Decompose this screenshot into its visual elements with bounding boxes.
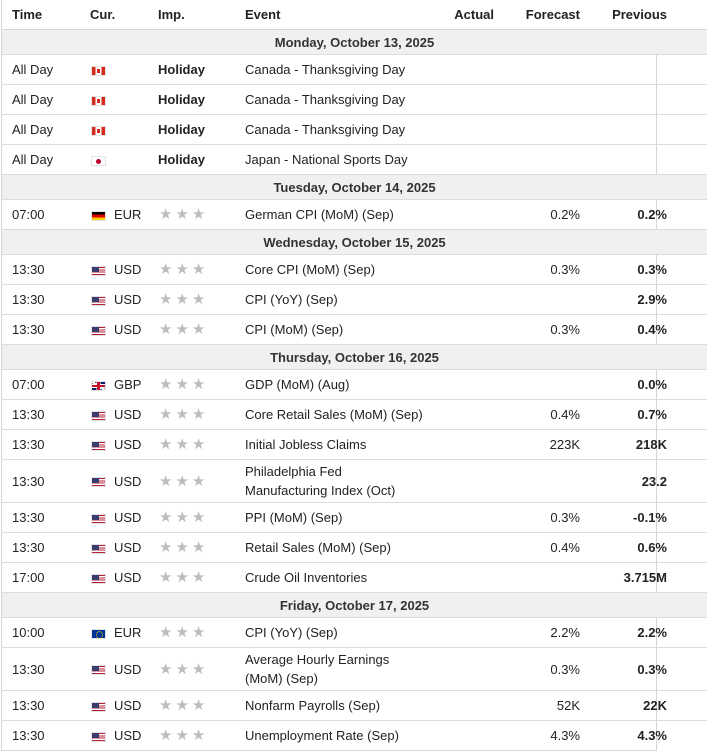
event-currency: USD [114,661,142,677]
event-previous [580,115,707,145]
event-importance-cell [158,85,245,115]
event-actual [426,691,494,721]
event-forecast: 0.3% [494,503,580,533]
event-row[interactable] [2,533,707,563]
event-time: All Day [2,85,81,115]
event-time: All Day [2,115,81,145]
event-previous: 2.2% [580,618,707,648]
event-actual [426,430,494,460]
event-forecast: 0.3% [494,255,580,285]
event-importance-cell [158,200,245,230]
usa-flag-icon [91,574,106,584]
event-importance-cell [158,460,245,503]
event-previous: -0.1% [580,503,707,533]
event-time: 10:00 [2,618,81,648]
event-previous [580,55,707,85]
event-importance-cell [158,563,245,593]
importance-stars-icon: ★★★ [159,509,209,526]
event-currency: EUR [114,207,142,222]
event-forecast [494,85,580,115]
calendar-body [2,30,707,751]
importance-stars-icon: ★★★ [159,436,209,453]
event-currency-cell [81,533,158,563]
event-time: All Day [2,55,81,85]
date-row [2,345,707,370]
event-currency-cell [81,691,158,721]
event-previous [580,145,707,175]
event-currency: USD [114,437,142,452]
event-actual [426,503,494,533]
event-row[interactable] [2,648,707,691]
event-actual [426,115,494,145]
event-name[interactable]: Japan - National Sports Day [245,145,426,175]
event-currency-cell [81,145,158,175]
canada-flag-icon [91,126,106,136]
event-name[interactable]: CPI (YoY) (Sep) [245,618,426,648]
event-currency-cell [81,285,158,315]
event-actual [426,533,494,563]
usa-flag-icon [91,326,106,336]
event-name[interactable]: Initial Jobless Claims [245,430,426,460]
holiday-label: Holiday [158,122,205,137]
usa-flag-icon [91,732,106,742]
event-previous: 4.3% [637,728,667,743]
event-row[interactable] [2,370,707,400]
event-currency-cell [81,648,158,691]
event-importance-cell [158,503,245,533]
event-currency: USD [114,292,142,307]
event-actual [426,721,494,751]
event-time: 07:00 [2,370,81,400]
event-forecast [494,285,580,315]
event-importance-cell [158,285,245,315]
usa-flag-icon [91,702,106,712]
event-name[interactable]: CPI (MoM) (Sep) [245,315,426,345]
date-label: Thursday, October 16, 2025 [2,345,707,370]
event-row[interactable] [2,55,707,85]
event-previous: 23.2 [580,460,707,503]
event-previous: 218K [580,430,707,460]
importance-stars-icon: ★★★ [159,321,209,338]
event-row[interactable] [2,315,707,345]
usa-flag-icon [91,514,106,524]
event-name[interactable]: Canada - Thanksgiving Day [245,115,426,145]
event-row[interactable] [2,255,707,285]
event-row[interactable] [2,503,707,533]
event-name[interactable]: Canada - Thanksgiving Day [245,55,426,85]
event-row[interactable] [2,563,707,593]
event-time: 13:30 [2,460,81,503]
event-currency-cell [81,503,158,533]
date-label: Friday, October 17, 2025 [2,593,707,618]
event-row[interactable] [2,115,707,145]
event-name[interactable]: Crude Oil Inventories [245,563,426,593]
event-currency: EUR [114,625,142,640]
event-actual [426,255,494,285]
importance-stars-icon: ★★★ [159,206,209,223]
importance-stars-icon: ★★★ [159,727,209,744]
event-forecast [494,460,580,503]
event-previous: 2.9% [580,285,707,315]
event-time: 13:30 [2,648,81,691]
usa-flag-icon [91,411,106,421]
date-row [2,30,707,55]
event-currency-cell [81,563,158,593]
event-currency-cell [81,200,158,230]
event-row[interactable] [2,285,707,315]
event-currency: USD [114,698,142,713]
header-importance[interactable]: Imp. [158,0,245,30]
event-actual [426,400,494,430]
event-row[interactable] [2,85,707,115]
importance-stars-icon: ★★★ [159,569,209,586]
event-previous: 0.7% [580,400,707,430]
event-currency-cell [81,430,158,460]
event-currency: USD [114,510,142,525]
event-previous: 0.3% [580,255,707,285]
event-name[interactable]: Philadelphia Fed Manufacturing Index (Oct) [245,460,426,503]
event-importance-cell [158,255,245,285]
event-forecast: 223K [494,430,580,460]
event-currency: USD [114,407,142,422]
date-label: Tuesday, October 14, 2025 [2,175,707,200]
event-actual [426,315,494,345]
event-actual [426,85,494,115]
event-forecast [494,55,580,85]
importance-stars-icon: ★★★ [159,697,209,714]
event-row[interactable] [2,430,707,460]
event-actual [426,563,494,593]
importance-stars-icon: ★★★ [159,261,209,278]
event-row[interactable] [2,460,707,503]
usa-flag-icon [91,266,106,276]
importance-stars-icon: ★★★ [159,291,209,308]
event-currency: USD [114,473,142,489]
header-previous[interactable]: Previous [580,0,707,30]
event-previous: 0.6% [580,533,707,563]
event-importance-cell [158,618,245,648]
event-importance-cell [158,115,245,145]
event-name[interactable]: Retail Sales (MoM) (Sep) [245,533,426,563]
importance-stars-icon: ★★★ [159,472,209,490]
event-previous: 0.0% [580,370,707,400]
date-label: Monday, October 13, 2025 [2,30,707,55]
header-forecast[interactable]: Forecast [494,0,580,30]
header-actual[interactable]: Actual [426,0,494,30]
economic-calendar [1,0,667,751]
usa-flag-icon [91,665,106,675]
event-importance-cell [158,533,245,563]
event-name[interactable]: Core CPI (MoM) (Sep) [245,255,426,285]
usa-flag-icon [91,441,106,451]
event-name[interactable]: German CPI (MoM) (Sep) [245,200,426,230]
event-actual [426,55,494,85]
event-currency-cell [81,315,158,345]
event-forecast: 0.4% [494,533,580,563]
usa-flag-icon [91,544,106,554]
date-row [2,230,707,255]
event-currency: USD [114,262,142,277]
event-importance-cell [158,721,245,751]
holiday-label: Holiday [158,62,205,77]
event-name[interactable]: Unemployment Rate (Sep) [245,728,399,743]
event-previous: 22K [580,691,707,721]
event-currency-cell [81,55,158,85]
event-time: 13:30 [2,430,81,460]
importance-stars-icon: ★★★ [159,624,209,641]
event-actual [426,618,494,648]
event-forecast: 0.4% [494,400,580,430]
header-time[interactable]: Time [2,0,81,30]
event-row[interactable] [2,618,707,648]
header-currency[interactable]: Cur. [81,0,158,30]
event-name[interactable]: Nonfarm Payrolls (Sep) [245,691,426,721]
event-currency: USD [114,570,142,585]
event-forecast: 4.3% [550,728,580,743]
holiday-label: Holiday [158,152,205,167]
event-previous [580,85,707,115]
event-name[interactable]: GDP (MoM) (Aug) [245,370,426,400]
event-forecast: 0.2% [494,200,580,230]
event-currency: USD [114,728,142,743]
event-time: 13:30 [2,691,81,721]
event-name[interactable]: Core Retail Sales (MoM) (Sep) [245,400,426,430]
event-time: 17:00 [2,563,81,593]
event-currency-cell [81,370,158,400]
event-forecast: 0.3% [494,315,580,345]
eu-flag-icon [91,629,106,639]
importance-stars-icon: ★★★ [159,539,209,556]
event-forecast [494,370,580,400]
event-currency: GBP [114,377,142,392]
event-forecast: 52K [494,691,580,721]
event-currency-cell [81,460,158,503]
event-time: 13:30 [2,315,81,345]
event-importance-cell [158,55,245,85]
date-label: Wednesday, October 15, 2025 [2,230,707,255]
event-currency-cell [81,400,158,430]
event-actual [426,648,494,691]
event-importance-cell [158,145,245,175]
event-forecast [494,563,580,593]
event-actual [426,145,494,175]
calendar-table [2,0,707,750]
event-row[interactable] [2,721,707,751]
event-name[interactable]: CPI (YoY) (Sep) [245,285,426,315]
event-currency-cell [81,721,158,751]
holiday-label: Holiday [158,92,205,107]
event-forecast: 0.3% [494,648,580,691]
event-currency: USD [114,540,142,555]
event-previous: 3.715M [580,563,707,593]
event-actual [426,370,494,400]
event-time: 13:30 [2,400,81,430]
event-name[interactable]: Average Hourly Earnings (MoM) (Sep) [245,648,426,691]
event-actual [426,460,494,503]
importance-stars-icon: ★★★ [159,660,209,678]
canada-flag-icon [91,66,106,76]
canada-flag-icon [91,96,106,106]
event-time: 13:30 [2,285,81,315]
event-row[interactable] [2,400,707,430]
germany-flag-icon [91,211,106,221]
event-importance-cell [158,315,245,345]
event-currency-cell [81,85,158,115]
event-time: 13:30 [12,728,45,743]
date-row [2,593,707,618]
event-forecast [494,145,580,175]
event-name[interactable]: PPI (MoM) (Sep) [245,503,426,533]
event-currency-cell [81,618,158,648]
event-time: 07:00 [2,200,81,230]
event-actual [426,285,494,315]
usa-flag-icon [91,296,106,306]
event-previous: 0.3% [580,648,707,691]
header-event[interactable]: Event [245,0,426,30]
event-previous: 0.4% [580,315,707,345]
event-forecast [494,115,580,145]
event-importance-cell [158,370,245,400]
event-currency-cell [81,115,158,145]
event-actual [426,200,494,230]
event-importance-cell [158,400,245,430]
event-importance-cell [158,430,245,460]
date-row [2,175,707,200]
event-time: 13:30 [2,503,81,533]
event-row[interactable] [2,200,707,230]
event-currency: USD [114,322,142,337]
event-time: 13:30 [2,533,81,563]
event-previous: 0.2% [580,200,707,230]
importance-stars-icon: ★★★ [159,376,209,393]
event-name[interactable]: Canada - Thanksgiving Day [245,85,426,115]
japan-flag-icon [91,156,106,166]
event-currency-cell [81,255,158,285]
event-importance-cell [158,691,245,721]
header-row [2,0,707,30]
event-row[interactable] [2,145,707,175]
event-time: 13:30 [2,255,81,285]
importance-stars-icon: ★★★ [159,406,209,423]
event-importance-cell [158,648,245,691]
event-forecast: 2.2% [494,618,580,648]
uk-flag-icon [91,381,106,391]
usa-flag-icon [91,477,106,487]
event-time: All Day [2,145,81,175]
event-row[interactable] [2,691,707,721]
